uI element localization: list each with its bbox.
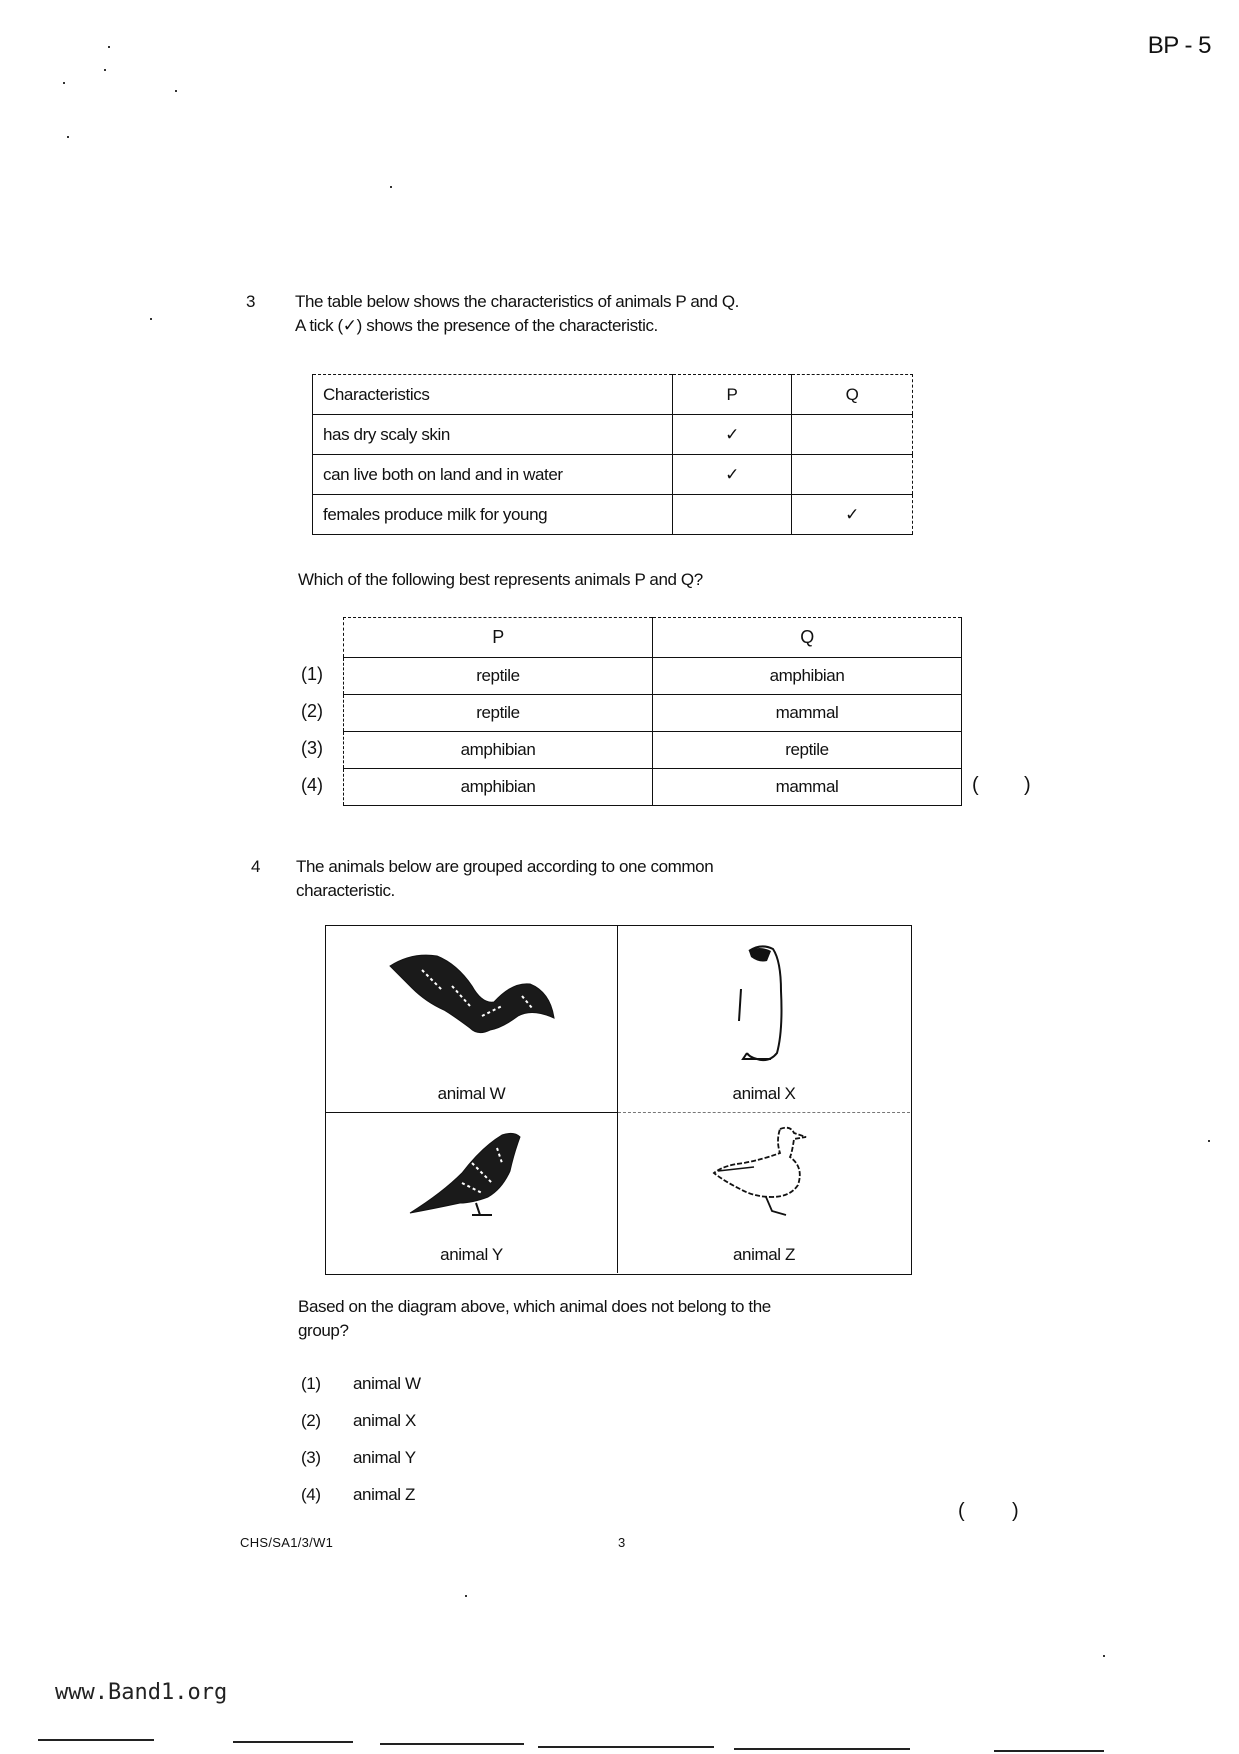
- scan-speck: [67, 136, 69, 138]
- choice-number: (3): [301, 1448, 321, 1467]
- option-p-value: reptile: [344, 658, 653, 695]
- duck-icon: [694, 1123, 834, 1223]
- tick-q: ✓: [792, 495, 913, 535]
- answer-bracket-close: ): [1012, 1500, 1019, 1522]
- tick-q: [792, 455, 913, 495]
- option-q-value: mammal: [653, 695, 962, 732]
- divider: [380, 1743, 524, 1745]
- animal-label: animal Z: [733, 1245, 795, 1264]
- scan-speck: [104, 69, 106, 71]
- options-header-row: [344, 618, 962, 658]
- header-p: P: [673, 375, 792, 415]
- scan-speck: [175, 90, 177, 92]
- characteristics-table: [312, 374, 913, 535]
- options-header-p: P: [344, 618, 653, 658]
- choice-number: (1): [301, 1374, 321, 1393]
- sparrow-icon: [402, 1123, 542, 1223]
- question-4-intro-line1: The animals below are grouped according to one common: [296, 857, 714, 876]
- scan-speck: [150, 318, 152, 320]
- option-q-value: reptile: [653, 732, 962, 769]
- option-p-value: amphibian: [344, 732, 653, 769]
- answer-bracket-open: (: [958, 1500, 965, 1522]
- option-p-value: reptile: [344, 695, 653, 732]
- answer-choice[interactable]: [301, 1448, 416, 1468]
- table-row: [313, 495, 913, 535]
- footer-code: CHS/SA1/3/W1: [240, 1535, 334, 1550]
- divider: [734, 1748, 910, 1750]
- option-number: (3): [301, 738, 323, 758]
- tick-q: [792, 415, 913, 455]
- animal-cell-w: [326, 926, 618, 1113]
- tick-p: ✓: [673, 415, 792, 455]
- divider: [994, 1750, 1104, 1752]
- question-4-prompt-line1: Based on the diagram above, which animal does not belong to the: [298, 1297, 771, 1316]
- tick-p: ✓: [673, 455, 792, 495]
- tick-p: [673, 495, 792, 535]
- scan-speck: [1208, 1140, 1210, 1142]
- option-row[interactable]: [344, 695, 962, 732]
- divider: [233, 1741, 353, 1743]
- choice-number: (4): [301, 1485, 321, 1504]
- animal-cell-y: [326, 1113, 618, 1273]
- scan-speck: [108, 46, 110, 48]
- scan-speck: [465, 1595, 467, 1597]
- animal-grid: [325, 925, 912, 1275]
- divider: [538, 1746, 714, 1748]
- option-row[interactable]: [344, 658, 962, 695]
- page-code: BP - 5: [1147, 32, 1211, 59]
- scan-speck: [1103, 1655, 1105, 1657]
- header-q: Q: [792, 375, 913, 415]
- table-row: [313, 415, 913, 455]
- choice-label: animal W: [353, 1374, 421, 1393]
- answer-choice[interactable]: [301, 1374, 421, 1394]
- page-number: 3: [618, 1535, 626, 1550]
- bat-icon: [382, 946, 562, 1046]
- question-3-intro-line2: A tick (✓) shows the presence of the characteristic.: [295, 316, 658, 335]
- penguin-icon: [719, 941, 809, 1071]
- characteristic-label: females produce milk for young: [313, 495, 673, 535]
- options-header-q: Q: [653, 618, 962, 658]
- option-number: (4): [301, 775, 323, 795]
- animal-cell-x: [618, 926, 910, 1113]
- option-p-value: amphibian: [344, 769, 653, 806]
- option-q-value: amphibian: [653, 658, 962, 695]
- options-table: [343, 617, 962, 806]
- animal-label: animal Y: [440, 1245, 503, 1264]
- header-characteristics: Characteristics: [313, 375, 673, 415]
- characteristic-label: can live both on land and in water: [313, 455, 673, 495]
- answer-choice[interactable]: [301, 1485, 415, 1505]
- question-4-intro-line2: characteristic.: [296, 881, 395, 900]
- table-row: [313, 455, 913, 495]
- option-row[interactable]: [344, 769, 962, 806]
- option-q-value: mammal: [653, 769, 962, 806]
- divider: [38, 1739, 154, 1741]
- answer-choice[interactable]: [301, 1411, 416, 1431]
- choice-label: animal Y: [353, 1448, 416, 1467]
- answer-bracket-close: ): [1024, 774, 1031, 796]
- animal-label: animal X: [732, 1084, 796, 1103]
- scan-speck: [63, 82, 65, 84]
- question-4-number: 4: [251, 857, 261, 876]
- option-row[interactable]: [344, 732, 962, 769]
- question-3-number: 3: [246, 292, 256, 311]
- watermark: www.Band1.org: [55, 1680, 228, 1705]
- characteristic-label: has dry scaly skin: [313, 415, 673, 455]
- animal-cell-z: [618, 1113, 910, 1273]
- question-3-intro-line1: The table below shows the characteristics of animals P and Q.: [295, 292, 739, 311]
- animal-label: animal W: [437, 1084, 506, 1103]
- choice-number: (2): [301, 1411, 321, 1430]
- question-3-prompt: Which of the following best represents animals P and Q?: [298, 570, 703, 589]
- choice-label: animal Z: [353, 1485, 415, 1504]
- answer-bracket-open: (: [972, 774, 979, 796]
- option-number: (2): [301, 701, 323, 721]
- scan-speck: [390, 186, 392, 188]
- question-4-prompt-line2: group?: [298, 1321, 349, 1340]
- choice-label: animal X: [353, 1411, 416, 1430]
- table-header-row: [313, 375, 913, 415]
- option-number: (1): [301, 664, 323, 684]
